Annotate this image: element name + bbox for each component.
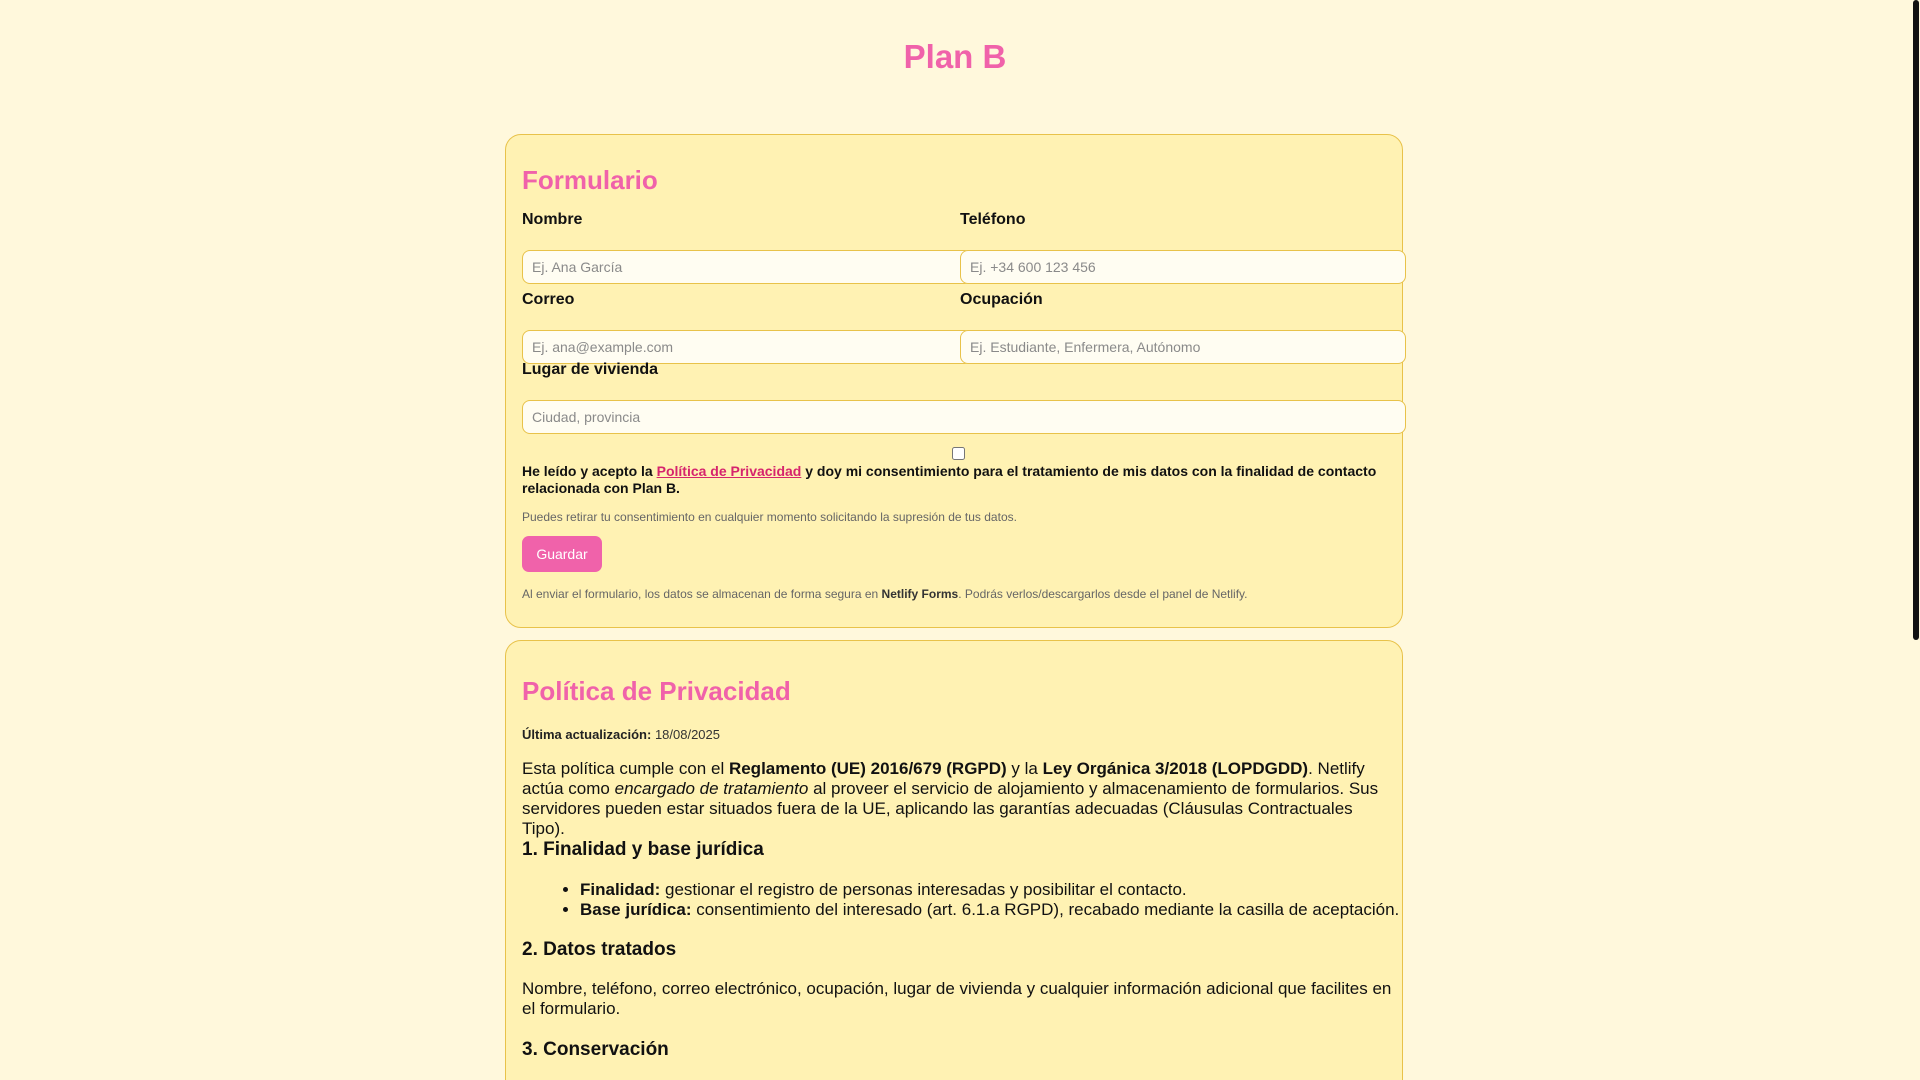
- bullet-2-label: Base jurídica:: [580, 900, 692, 919]
- withdraw-note: Puedes retirar tu consentimiento en cualquier momento solicitando la supresión de tus datos.: [522, 510, 1017, 524]
- lugar-label: Lugar de vivienda: [522, 361, 659, 378]
- site-title: Plan B: [903, 38, 1007, 75]
- consent-text: [522, 463, 1382, 497]
- telefono-label: Teléfono: [960, 211, 1026, 228]
- save-button[interactable]: Guardar: [522, 536, 602, 572]
- telefono-input[interactable]: [960, 250, 1406, 284]
- nombre-input[interactable]: [522, 250, 972, 284]
- privacy-policy-link[interactable]: Política de Privacidad: [656, 463, 802, 479]
- intro-text-3: . Netlify actúa como: [522, 759, 1365, 798]
- intro-rgpd: Reglamento (UE) 2016/679 (RGPD): [728, 759, 1007, 778]
- intro-text-2: y la: [1006, 759, 1043, 778]
- storage-note-before: Al enviar el formulario, los datos se almacenan de forma segura en: [522, 587, 882, 601]
- bullet-1-label: Finalidad:: [580, 880, 661, 899]
- intro-text-4: al proveer el servicio de alojamiento y almacenamiento de formularios. Sus servidores pueden estar situados fuera de la UE, aplicando las garantías adecuadas (Cláusulas Contractuales Tipo).: [522, 779, 1379, 838]
- intro-encargado: encargado de tratamiento: [614, 779, 809, 798]
- intro-text-1: Esta política cumple con el: [522, 759, 729, 778]
- section-1-list: [522, 880, 1450, 920]
- privacy-heading: Política de Privacidad: [522, 676, 791, 706]
- section-3-title: 3. Conservación: [522, 1039, 669, 1060]
- consent-checkbox[interactable]: [952, 447, 965, 460]
- form-card: [505, 134, 1403, 628]
- scrollbar-thumb[interactable]: [1913, 0, 1919, 640]
- privacy-card: [505, 640, 1403, 1080]
- section-2-text: Nombre, teléfono, correo electrónico, ocupación, lugar de vivienda y cualquier información adicional que facilites en el formulario.: [522, 979, 1392, 1018]
- privacy-intro: [522, 759, 1392, 839]
- last-updated-label: Última actualización:: [522, 727, 652, 742]
- consent-text-before: He leído y acepto la: [522, 463, 657, 479]
- intro-lopdgdd: Ley Orgánica 3/2018 (LOPDGDD): [1042, 759, 1309, 778]
- bullet-1-text: gestionar el registro de personas interesadas y posibilitar el contacto.: [660, 880, 1187, 899]
- list-item: [580, 880, 1450, 900]
- lugar-input[interactable]: [522, 400, 1406, 434]
- last-updated: [522, 727, 720, 742]
- storage-note-strong: Netlify Forms: [881, 587, 959, 601]
- section-2-title: 2. Datos tratados: [522, 939, 677, 960]
- correo-input[interactable]: [522, 330, 972, 364]
- last-updated-value: 18/08/2025: [654, 727, 721, 742]
- nombre-label: Nombre: [522, 211, 583, 228]
- ocupacion-label: Ocupación: [960, 291, 1043, 308]
- list-item: [580, 900, 1450, 920]
- consent-text-after: y doy mi consentimiento para el tratamiento de mis datos con la finalidad de contacto relacionada con Plan B.: [522, 463, 1377, 496]
- section-1-title: 1. Finalidad y base jurídica: [522, 839, 764, 860]
- correo-label: Correo: [522, 291, 575, 308]
- form-heading: Formulario: [522, 165, 658, 195]
- bullet-2-text: consentimiento del interesado (art. 6.1.a RGPD), recabado mediante la casilla de aceptación.: [691, 900, 1400, 919]
- storage-note: [522, 587, 1247, 601]
- storage-note-after: . Podrás verlos/descargarlos desde el panel de Netlify.: [958, 587, 1248, 601]
- ocupacion-input[interactable]: [960, 330, 1406, 364]
